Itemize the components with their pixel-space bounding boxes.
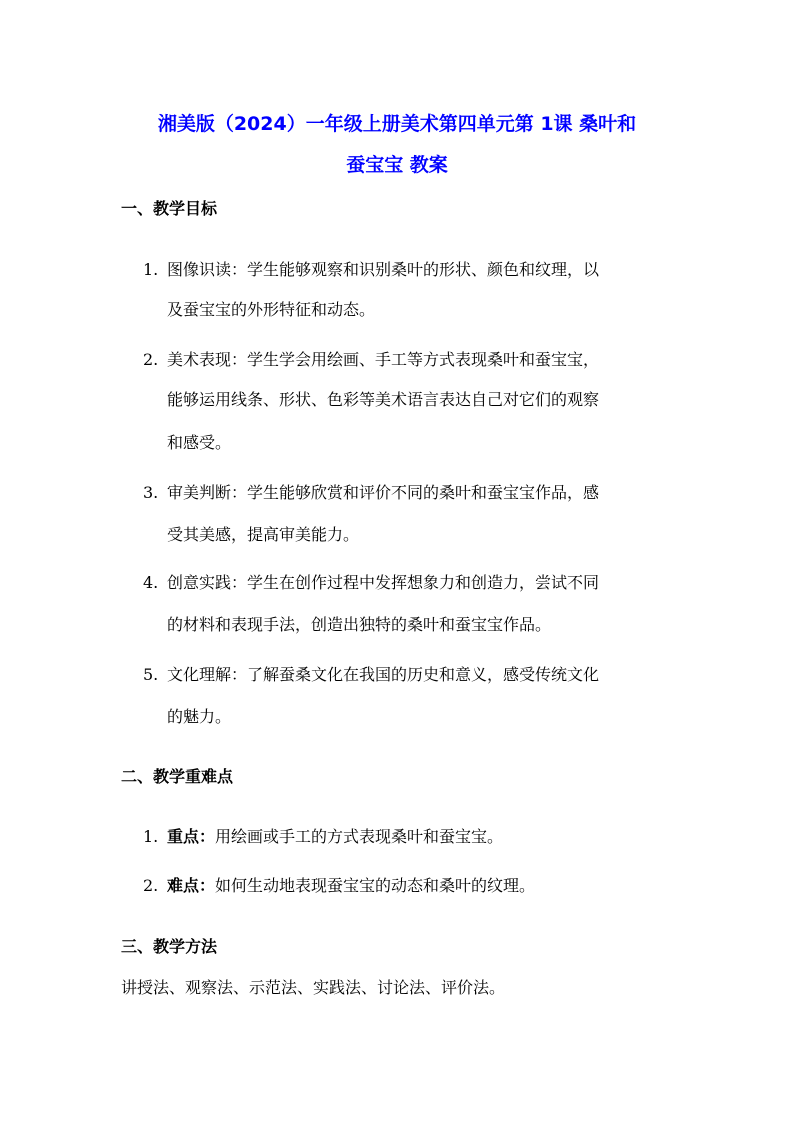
item-text-line: 图像识读：学生能够观察和识别桑叶的形状、颜色和纹理，以 <box>167 260 600 279</box>
item-text: 用绘画或手工的方式表现桑叶和蚕宝宝。 <box>215 827 504 846</box>
item-text-line: 的材料和表现手法，创造出独特的桑叶和蚕宝宝作品。 <box>167 615 552 634</box>
item-label: 重点： <box>167 827 216 846</box>
methods-paragraph: 讲授法、观察法、示范法、实践法、讨论法、评价法。 <box>121 978 506 997</box>
item-text-line: 能够运用线条、形状、色彩等美术语言表达自己对它们的观察 <box>167 390 600 409</box>
item-number: 1. <box>143 827 159 846</box>
item-text-line: 创意实践：学生在创作过程中发挥想象力和创造力，尝试不同 <box>167 573 600 592</box>
section-heading-objectives: 一、教学目标 <box>121 199 218 218</box>
item-number: 4. <box>143 573 159 592</box>
item-text-line: 及蚕宝宝的外形特征和动态。 <box>167 300 376 319</box>
section-heading-key-points: 二、教学重难点 <box>121 767 234 786</box>
item-text-line: 受其美感，提高审美能力。 <box>167 525 360 544</box>
item-text-line <box>167 826 503 848</box>
item-number: 2. <box>143 876 159 895</box>
item-text: 如何生动地表现蚕宝宝的动态和桑叶的纹理。 <box>215 876 536 895</box>
item-text-line: 审美判断：学生能够欣赏和评价不同的桑叶和蚕宝宝作品，感 <box>167 483 600 502</box>
item-text-line: 和感受。 <box>167 433 232 452</box>
item-number: 5. <box>143 665 159 684</box>
item-text-line: 美术表现：学生学会用绘画、手工等方式表现桑叶和蚕宝宝， <box>167 350 600 369</box>
item-text-line: 的魅力。 <box>167 707 232 726</box>
item-number: 1. <box>143 260 159 279</box>
document-title-line-1: 湘美版（2024）一年级上册美术第四单元第 1课 桑叶和 <box>157 113 637 135</box>
item-number: 2. <box>143 350 159 369</box>
item-text-line: 文化理解：了解蚕桑文化在我国的历史和意义，感受传统文化 <box>167 665 600 684</box>
section-heading-methods: 三、教学方法 <box>121 937 218 956</box>
document-title-line-2: 蚕宝宝 教案 <box>346 154 448 176</box>
item-text-line <box>167 875 535 897</box>
item-number: 3. <box>143 483 159 502</box>
item-label: 难点： <box>167 876 216 895</box>
